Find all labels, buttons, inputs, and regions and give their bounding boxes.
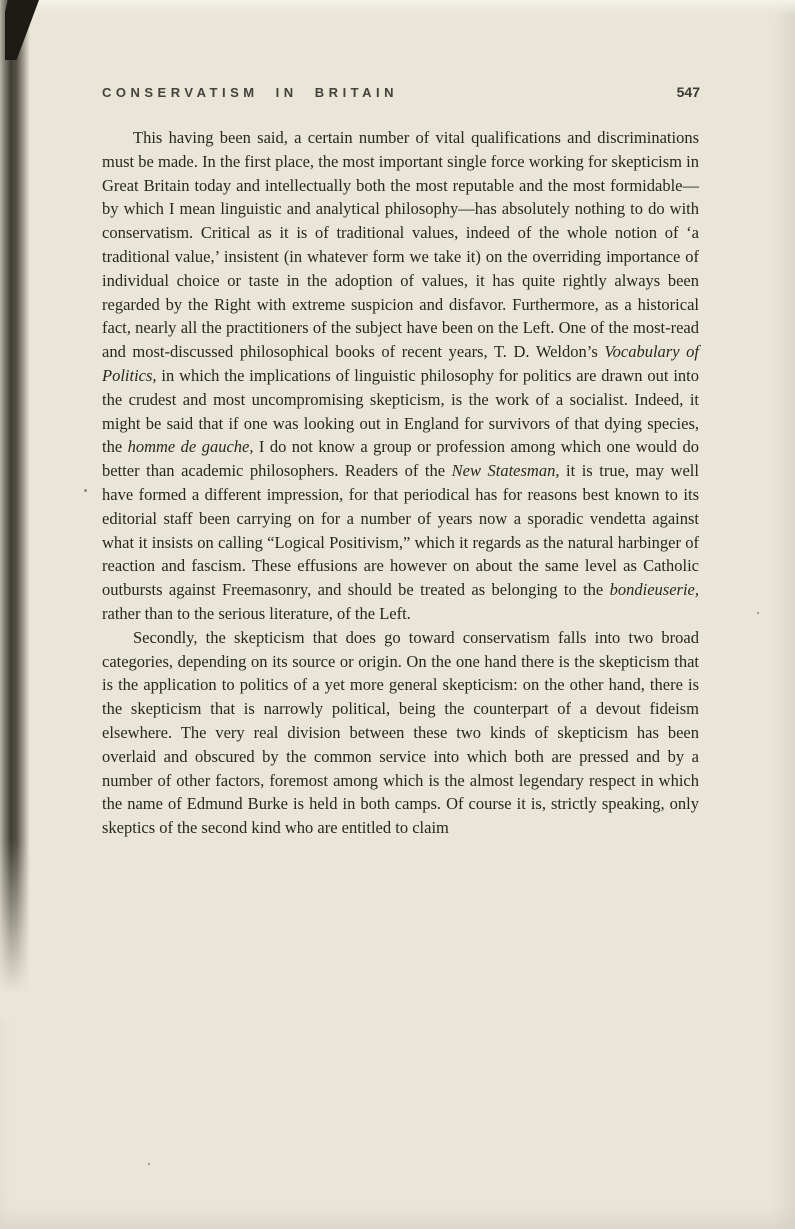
running-header bbox=[102, 84, 700, 100]
scan-speck bbox=[148, 1163, 150, 1165]
scan-speck bbox=[757, 612, 759, 614]
paragraph: Secondly, the skepticism that does go toward conservatism falls into two broad categories, depending on its source or origin. On the one hand there is the skepticism that is the application to politics of a yet more general skepticism: on the other hand, there is the skepticism that is narrowly political, being the counterpart of a devout fideism elsewhere. The very real division between these two kinds of skepticism has been overlaid and obscured by the common service into which both are pressed and by a number of other factors, foremost among which is the almost legendary respect in which the name of Edmund Burke is held in both camps. Of course it is, strictly speaking, only skeptics of the second kind who are entitled to claim bbox=[102, 627, 699, 838]
scan-edge-highlight bbox=[0, 0, 795, 16]
scan-speck bbox=[84, 489, 87, 492]
page-number: 547 bbox=[676, 84, 700, 100]
paragraph: This having been said, a certain number of vital qualifications and discriminations must be made. In the first place, the most important single force working for skepticism in Great Britain today and intellectually both the most reputable and the most formidable—by which I mean linguistic and analytical philosophy—has absolutely nothing to do with conservatism. Critical as it is of traditional values, indeed of the whole notion of ‘a traditional value,’ insistent (in whatever form we take it) on the overriding importance of individual choice or taste in the adoption of values, it has quite rightly always been regarded by the Right with extreme suspicion and disfavor. Furthermore, as a historical fact, nearly all the practitioners of the subject have been on the Left. One of the most-read and most-discussed philosophical books of recent years, T. D. Weldon’s Vocabulary of Politics, in which the implications of linguistic philosophy for politics are drawn out into the crudest and most uncompromising skepticism, is the work of a socialist. Indeed, it might be said that if one was looking out in England for survivors of that dying species, the homme de gauche, I do not know a group or profession among which one would do better than academic philosophers. Readers of the New Statesman, it is true, may well have formed a different impression, for that periodical has for reasons best known to its editorial staff been carrying on for a number of years now a sporadic vendetta against what it insists on calling “Logical Positivism,” which it regards as the natural harbinger of reaction and fascism. These effusions are however on about the same level as Catholic outbursts against Freemasonry, and should be treated as belonging to the bondieuserie, rather than to the serious literature, of the Left. bbox=[102, 128, 699, 623]
running-header-title: CONSERVATISM IN BRITAIN bbox=[102, 85, 399, 100]
book-binding-fade bbox=[0, 840, 30, 1020]
body-text bbox=[102, 126, 699, 840]
